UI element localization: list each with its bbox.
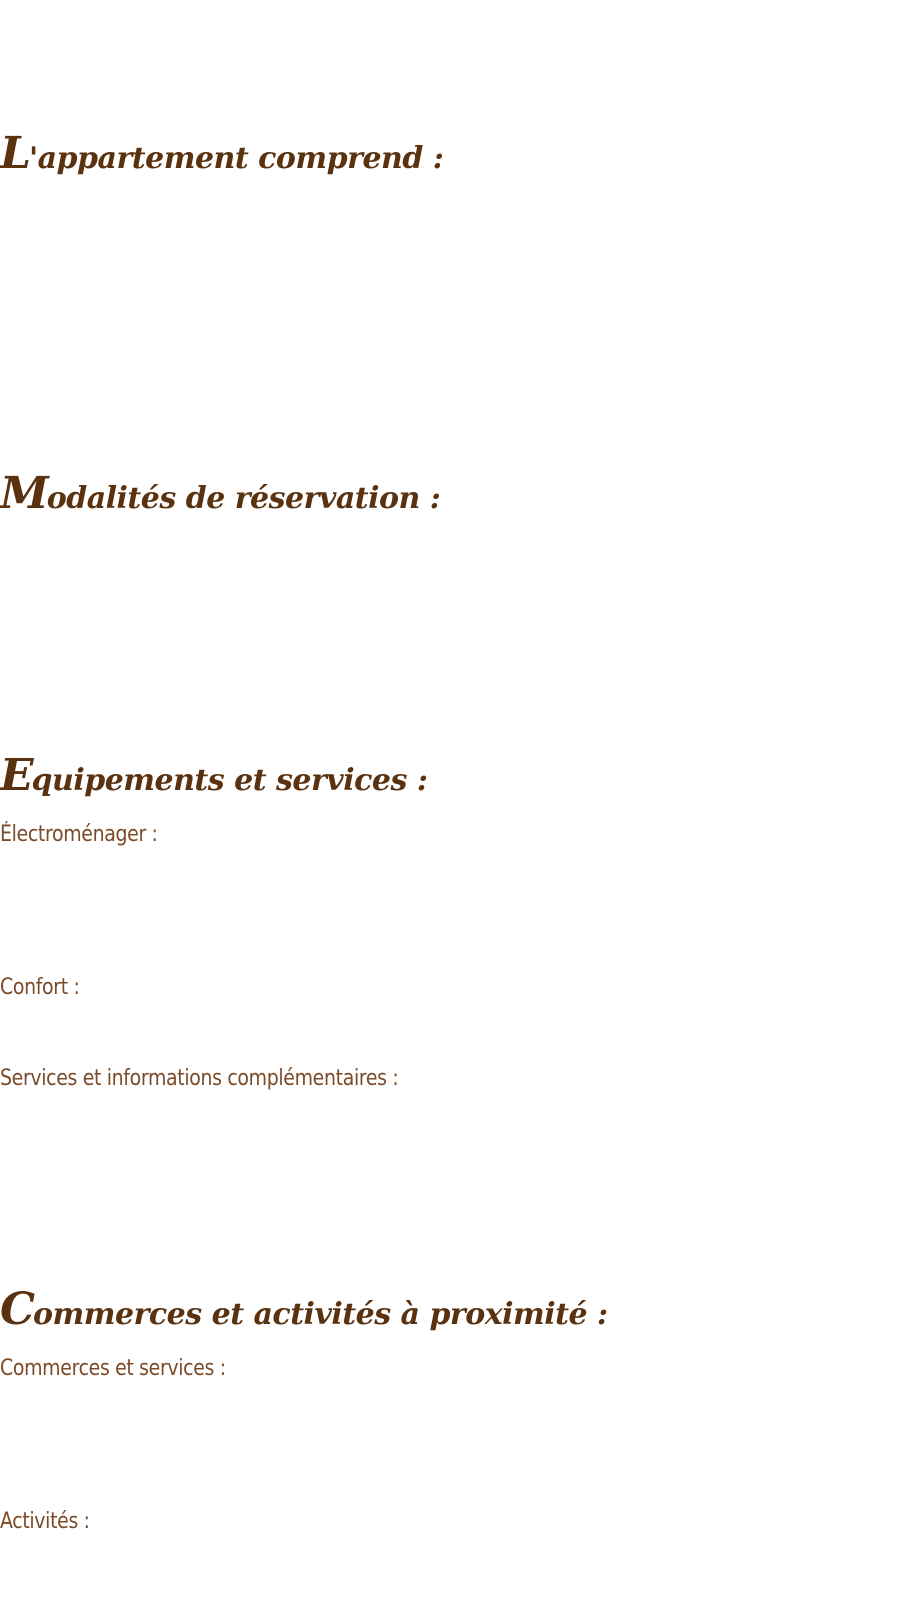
heading-text: quipements et services : — [31, 763, 428, 798]
heading-initial: L — [0, 128, 29, 179]
heading-initial: E — [0, 750, 32, 801]
label-services-informations: Services et informations complémentaires : — [0, 1066, 399, 1091]
heading-modalites-reservation — [0, 468, 440, 521]
heading-commerces-activites — [0, 1284, 608, 1337]
heading-initial: M — [0, 468, 47, 519]
heading-text: odalités de réservation : — [46, 481, 441, 516]
label-electromenager: Électroménager : — [0, 822, 158, 847]
heading-text: 'appartement comprend : — [28, 141, 444, 176]
heading-equipements-services — [0, 750, 427, 803]
heading-text: ommerces et activités à proximité : — [33, 1297, 608, 1332]
label-commerces-services: Commerces et services : — [0, 1356, 226, 1381]
label-activites: Activités : — [0, 1509, 90, 1534]
label-confort: Confort : — [0, 975, 80, 1000]
heading-initial: C — [0, 1284, 34, 1335]
heading-appartement-comprend — [0, 128, 443, 181]
